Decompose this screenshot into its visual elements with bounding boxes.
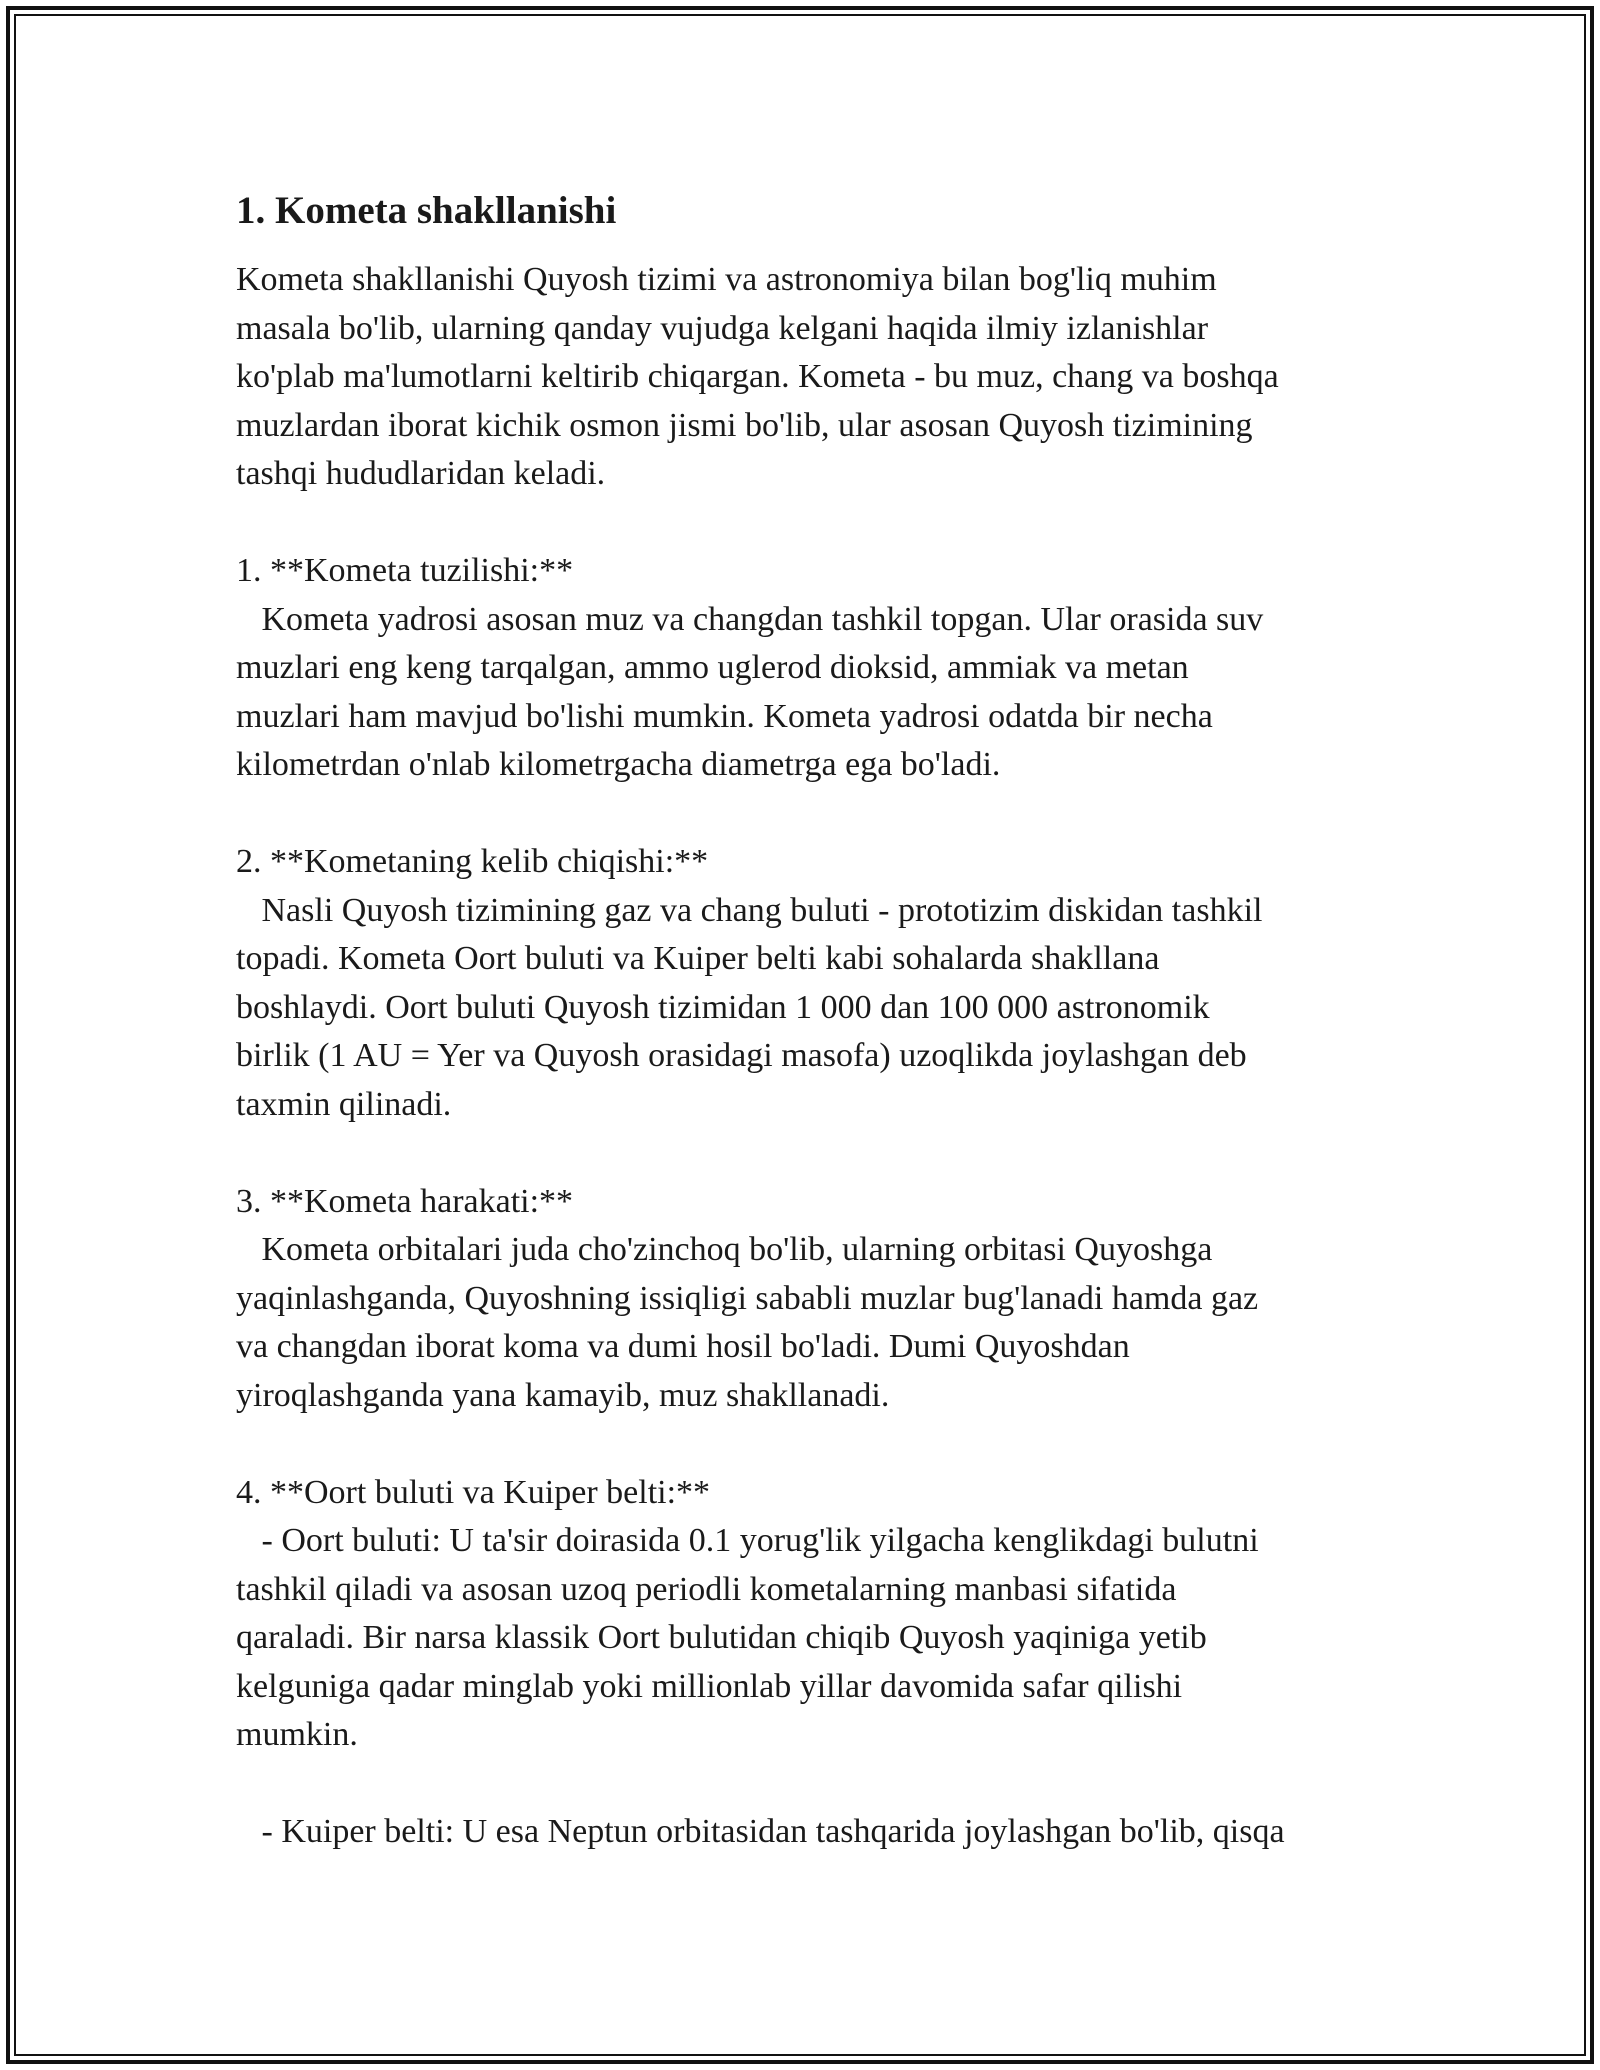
paragraph-block xyxy=(236,1808,1396,1857)
paragraph-gap xyxy=(236,1420,1396,1469)
text-line: tashqi hududlaridan keladi. xyxy=(236,455,606,492)
text-line: kilometrdan o'nlab kilometrgacha diametrga ega bo'ladi. xyxy=(236,746,1001,783)
text-line: 1. **Kometa tuzilishi:** xyxy=(236,552,574,589)
paragraph-gap xyxy=(236,1129,1396,1178)
text-line: 3. **Kometa harakati:** xyxy=(236,1182,574,1220)
text-line: qaraladi. Bir narsa klassik Oort bulutidan chiqib Quyosh yaqiniga yetib xyxy=(236,1619,1207,1656)
text-line: va changdan iborat koma va dumi hosil bo'ladi. Dumi Quyoshdan xyxy=(236,1328,1130,1365)
text-line: ko'plab ma'lumotlarni keltirib chiqargan. Kometa - bu muz, chang va boshqa xyxy=(236,358,1279,395)
text-line: Kometa orbitalari juda cho'zinchoq bo'lib, ularning orbitasi Quyoshga xyxy=(236,1231,1213,1268)
text-line: muzlari eng keng tarqalgan, ammo uglerod dioksid, ammiak va metan xyxy=(236,649,1189,686)
paragraph-block xyxy=(236,547,1396,790)
text-line: muzlardan iborat kichik osmon jismi bo'lib, ular asosan Quyosh tizimining xyxy=(236,406,1253,444)
document-body xyxy=(236,256,1396,1857)
text-line: 4. **Oort buluti va Kuiper belti:** xyxy=(236,1473,711,1511)
text-line: yaqinlashganda, Quyoshning issiqligi sababli muzlar bug'lanadi hamda gaz xyxy=(236,1279,1259,1317)
text-line: - Kuiper belti: U esa Neptun orbitasidan tashqarida joylashgan bo'lib, qisqa xyxy=(236,1813,1285,1850)
text-line: - Oort buluti: U ta'sir doirasida 0.1 yorug'lik yilgacha kenglikdagi bulutni xyxy=(236,1522,1259,1559)
text-line: muzlari ham mavjud bo'lishi mumkin. Kometa yadrosi odatda bir necha xyxy=(236,697,1213,735)
section-heading: 1. Kometa shakllanishi xyxy=(236,189,617,232)
paragraph-gap xyxy=(236,499,1396,548)
text-line: Nasli Quyosh tizimining gaz va chang buluti - prototizim diskidan tashkil xyxy=(236,891,1263,929)
text-line: 2. **Kometaning kelib chiqishi:** xyxy=(236,843,709,880)
paragraph-block xyxy=(236,838,1396,1129)
paragraph-gap xyxy=(236,1760,1396,1809)
text-line: Kometa shakllanishi Quyosh tizimi va astronomiya bilan bog'liq muhim xyxy=(236,261,1217,298)
text-line: boshlaydi. Oort buluti Quyosh tizimidan 1 000 dan 100 000 astronomik xyxy=(236,988,1210,1026)
paragraph-block xyxy=(236,256,1396,499)
text-line: kelguniga qadar minglab yoki millionlab yillar davomida safar qilishi xyxy=(236,1667,1183,1705)
paragraph-block xyxy=(236,1469,1396,1760)
text-line: topadi. Kometa Oort buluti va Kuiper belti kabi sohalarda shakllana xyxy=(236,940,1160,977)
text-line: masala bo'lib, ularning qanday vujudga kelgani haqida ilmiy izlanishlar xyxy=(236,309,1209,347)
text-line: tashkil qiladi va asosan uzoq periodli kometalarning manbasi sifatida xyxy=(236,1570,1177,1608)
text-line: birlik (1 AU = Yer va Quyosh orasidagi masofa) uzoqlikda joylashgan deb xyxy=(236,1037,1247,1074)
text-line: mumkin. xyxy=(236,1716,358,1753)
document-page xyxy=(236,186,1396,1857)
paragraph-block xyxy=(236,1178,1396,1421)
text-line: Kometa yadrosi asosan muz va changdan tashkil topgan. Ular orasida suv xyxy=(236,600,1264,638)
text-line: taxmin qilinadi. xyxy=(236,1085,452,1123)
text-line: yiroqlashganda yana kamayib, muz shakllanadi. xyxy=(236,1376,890,1414)
paragraph-gap xyxy=(236,790,1396,839)
